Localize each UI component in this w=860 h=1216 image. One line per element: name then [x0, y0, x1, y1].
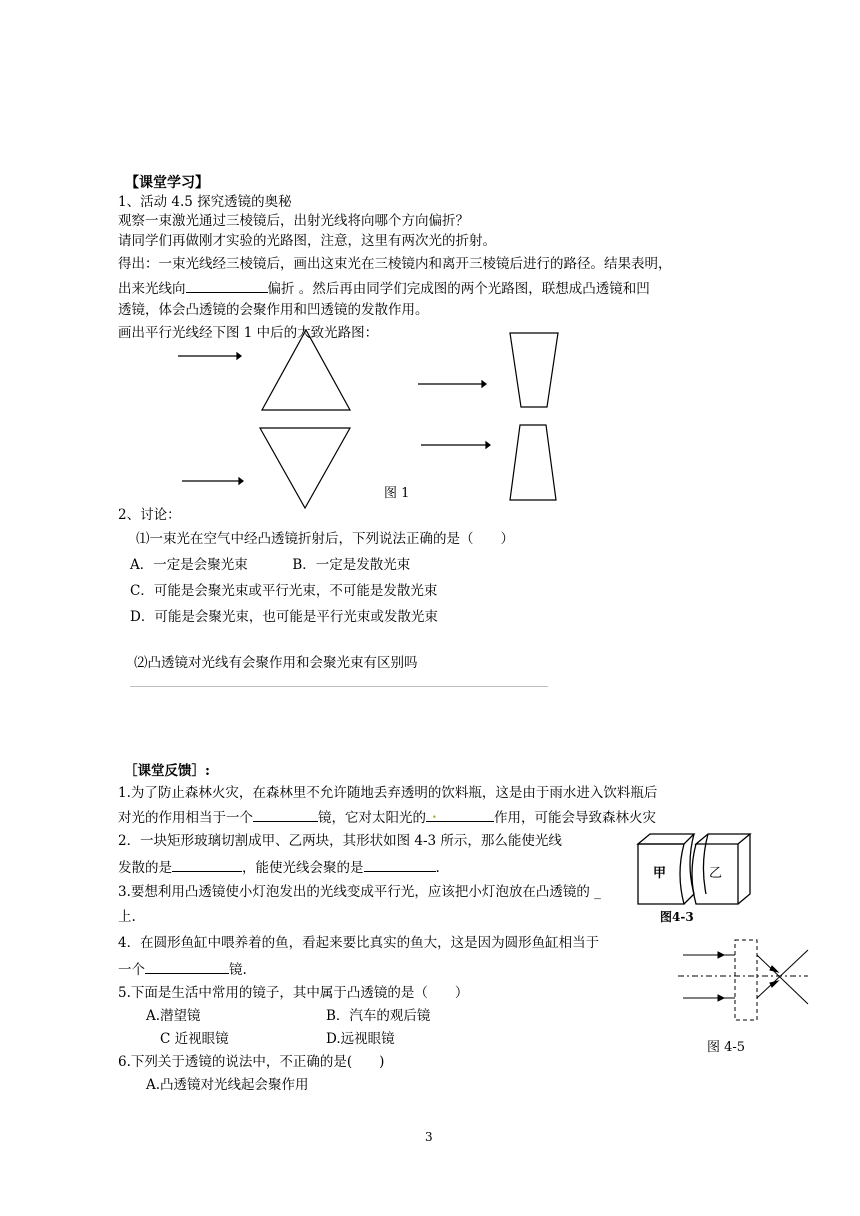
activity-title: 1、活动 4.5 探究透镜的奥秘 — [118, 194, 292, 210]
q1-text-a: 对光的作用相当于一个 — [118, 810, 253, 826]
feedback-q1-line1: 1.为了防止森林火灾，在森林里不允许随地丢弃透明的饮料瓶，这是由于雨水进入饮料瓶后 — [118, 785, 658, 801]
section-heading-learning: 【课堂学习】 — [125, 175, 209, 191]
q5-option-c: C 近视眼镜 — [160, 1031, 229, 1047]
feedback-q2-line2 — [118, 857, 440, 877]
figure-4-3-caption: 图4-3 — [660, 910, 694, 924]
section-heading-feedback: ［课堂反馈］: — [124, 763, 210, 779]
option-a-text: A．一定是会聚光束 — [130, 557, 248, 573]
feedback-q6: 6.下列关于透镜的说法中，不正确的是( ) — [118, 1054, 385, 1070]
q2-text-b: ，能使光线会聚的是 — [242, 860, 364, 876]
q1-text-c: 作用，可能会导致森林火灾 — [494, 810, 656, 826]
block-yi-label: 乙 — [709, 866, 723, 881]
draw-prompt: 画出平行光线经下图 1 中后的大致光路图： — [118, 325, 379, 341]
option-a — [130, 556, 410, 574]
prism-up — [178, 330, 350, 410]
observe-text: 观察一束激光通过三棱镜后，出射光线将向哪个方向偏折？ — [118, 213, 469, 229]
prism-down — [182, 428, 350, 508]
conclusion-line-1: 得出：一束光线经三棱镜后，画出这束光在三棱镜内和离开三棱镜后进行的路径。结果表明， — [118, 256, 672, 272]
option-c: C．可能是会聚光束或平行光束，不可能是发散光束 — [130, 583, 438, 599]
lens-trapezoid-bottom — [421, 425, 556, 500]
answer-blank[interactable] — [426, 807, 494, 822]
lens-trapezoid-top — [418, 333, 558, 407]
q2-text-a: 发散的是 — [118, 860, 172, 876]
q4-text-a: 一个 — [118, 962, 145, 978]
feedback-q2-line1: 2．一块矩形玻璃切割成甲、乙两块，其形状如图 4-3 所示，那么能使光线 — [118, 833, 562, 849]
redo-text: 请同学们再做刚才实验的光路图，注意，这里有两次光的折射。 — [118, 233, 496, 249]
figure-4-5-caption: 图 4-5 — [707, 1040, 746, 1055]
conclusion-line-2 — [118, 278, 650, 298]
feedback-q4-line2 — [118, 959, 247, 979]
q4-text-b: 镜. — [229, 962, 247, 978]
answer-blank[interactable] — [253, 807, 318, 822]
block-jia-label: 甲 — [653, 866, 667, 881]
page-number: 3 — [425, 1130, 433, 1144]
discussion-heading: 2、讨论： — [118, 507, 181, 523]
answer-line[interactable] — [130, 686, 548, 687]
figure-1-caption: 图 1 — [384, 486, 410, 501]
answer-blank[interactable] — [145, 959, 229, 974]
q5-option-b: B．汽车的观后镜 — [326, 1008, 431, 1024]
q6-option-a: A.凸透镜对光线起会聚作用 — [146, 1077, 309, 1093]
mark-dot: . — [432, 806, 437, 822]
discussion-question-1: ⑴一束光在空气中经凸透镜折射后，下列说法正确的是（ ） — [136, 531, 514, 547]
conclusion-text-b: 偏折 。然后再由同学们完成图的两个光路图，联想成凸透镜和凹 — [267, 281, 650, 297]
feedback-q4-line1: 4．在圆形鱼缸中喂养着的鱼，看起来要比真实的鱼大，这是因为圆形鱼缸相当于 — [118, 935, 600, 951]
option-d: D．可能是会聚光束，也可能是平行光束或发散光束 — [130, 609, 438, 625]
feedback-q5: 5.下面是生活中常用的镜子，其中属于凸透镜的是（ ） — [118, 985, 469, 1001]
answer-blank[interactable] — [186, 278, 268, 293]
conclusion-line-3: 透镜，体会凸透镜的会聚作用和凹透镜的发散作用。 — [118, 302, 429, 318]
option-b-text: B．一定是发散光束 — [292, 557, 411, 573]
feedback-q1-line2 — [118, 807, 656, 827]
q2-text-c: . — [435, 860, 440, 876]
q5-option-d: D.远视眼镜 — [326, 1031, 395, 1047]
feedback-q3-line2: 上. — [118, 909, 136, 925]
q5-option-a: A.潜望镜 — [146, 1008, 201, 1024]
discussion-question-2: ⑵凸透镜对光线有会聚作用和会聚光束有区别吗 — [134, 655, 418, 671]
q1-text-b: 镜，它对太阳光的 — [318, 810, 426, 826]
answer-blank[interactable] — [364, 857, 436, 872]
answer-blank[interactable] — [172, 857, 242, 872]
conclusion-text-a: 出来光线向 — [118, 281, 186, 297]
feedback-q3-line1: 3.要想利用凸透镜使小灯泡发出的光线变成平行光，应该把小灯泡放在凸透镜的 _ — [118, 884, 601, 900]
